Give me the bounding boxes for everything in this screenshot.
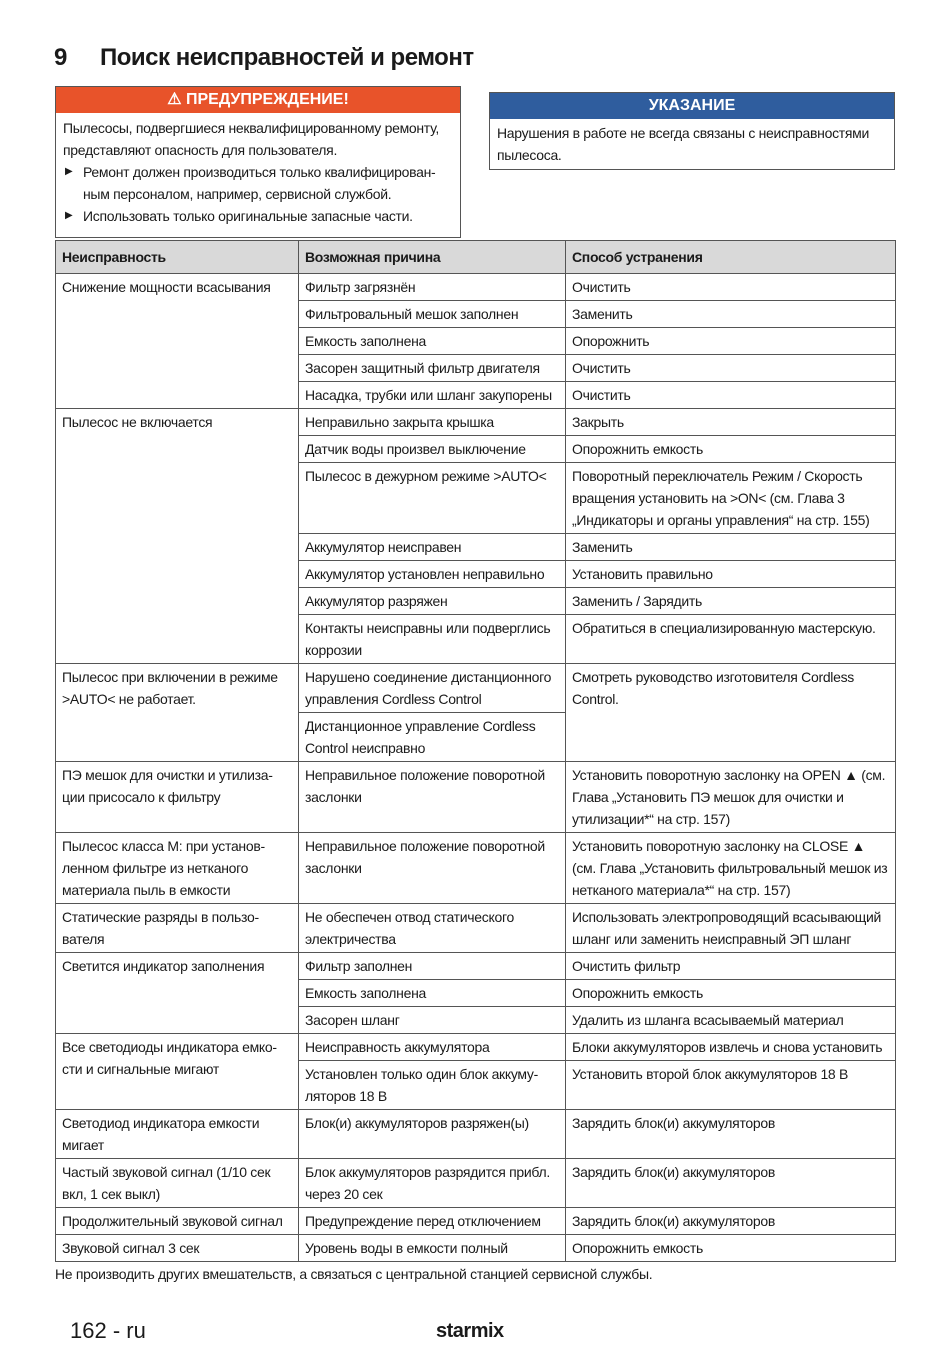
cause-cell: Емкость заполнена — [299, 328, 566, 355]
section-number: 9 — [54, 44, 67, 71]
header-remedy: Способ устранения — [566, 241, 896, 274]
remedy-cell: Блоки аккумуляторов извлечь и снова установить — [566, 1034, 896, 1061]
remedy-cell: Очистить — [566, 274, 896, 301]
remedy-cell: Обратиться в специализированную мастерскую. — [566, 615, 896, 664]
table-row — [56, 762, 896, 833]
cause-cell: Засорен шланг — [299, 1007, 566, 1034]
remedy-cell: Заменить — [566, 534, 896, 561]
remedy-cell: Опорожнить емкость — [566, 1235, 896, 1262]
table-row — [56, 1034, 896, 1061]
cause-cell: Неисправность аккумулятора — [299, 1034, 566, 1061]
cause-cell: Аккумулятор разряжен — [299, 588, 566, 615]
remedy-cell: Очистить фильтр — [566, 953, 896, 980]
cause-cell: Неправильное положение поворотной заслонки — [299, 833, 566, 904]
remedy-cell: Зарядить блок(и) аккумуляторов — [566, 1110, 896, 1159]
remedy-cell: Заменить — [566, 301, 896, 328]
remedy-cell: Очистить — [566, 355, 896, 382]
table-row — [56, 1110, 896, 1159]
troubleshooting-table — [55, 240, 896, 1262]
fault-cell: Продолжительный звуковой сигнал — [56, 1208, 299, 1235]
cause-cell: Аккумулятор неисправен — [299, 534, 566, 561]
cause-cell: Блок аккумуляторов разрядится прибл. через 20 сек — [299, 1159, 566, 1208]
fault-cell: Пылесос при включении в режиме >AUTO< не работает. — [56, 664, 299, 762]
fault-cell: ПЭ мешок для очистки и утилиза-ции присосало к фильтру — [56, 762, 299, 833]
warning-bullet-text: Ремонт должен производиться только квалифицирован-ным персоналом, например, сервисной службой. — [83, 164, 436, 202]
table-header-row — [56, 241, 896, 274]
table-row — [56, 953, 896, 980]
fault-cell: Снижение мощности всасывания — [56, 274, 299, 409]
cause-cell: Емкость заполнена — [299, 980, 566, 1007]
remedy-cell: Закрыть — [566, 409, 896, 436]
fault-cell: Светится индикатор заполнения — [56, 953, 299, 1034]
cause-cell: Не обеспечен отвод статического электричества — [299, 904, 566, 953]
cause-cell: Засорен защитный фильтр двигателя — [299, 355, 566, 382]
fault-cell: Светодиод индикатора емкости мигает — [56, 1110, 299, 1159]
table-row — [56, 1208, 896, 1235]
cause-cell: Блок(и) аккумуляторов разряжен(ы) — [299, 1110, 566, 1159]
remedy-cell: Зарядить блок(и) аккумуляторов — [566, 1208, 896, 1235]
remedy-cell: Использовать электропроводящий всасывающий шланг или заменить неисправный ЭП шланг — [566, 904, 896, 953]
remedy-cell: Опорожнить емкость — [566, 980, 896, 1007]
note-title: УКАЗАНИЕ — [490, 93, 894, 119]
bullet-arrow-icon: ▶ — [65, 166, 73, 177]
brand-logo: starmix — [436, 1320, 504, 1342]
remedy-cell: Установить поворотную заслонку на OPEN ▲ (см. Глава „Установить ПЭ мешок для очистки и утилизации*“ на стр. 157) — [566, 762, 896, 833]
section-title: Поиск неисправностей и ремонт — [100, 44, 474, 71]
warning-bullet — [63, 161, 454, 205]
cause-cell: Контакты неисправны или подверглись коррозии — [299, 615, 566, 664]
remedy-cell: Очистить — [566, 382, 896, 409]
fault-cell: Частый звуковой сигнал (1/10 сек вкл, 1 сек выкл) — [56, 1159, 299, 1208]
fault-cell: Пылесос класса M: при установ-ленном фильтре из нетканого материала пыль в емкости — [56, 833, 299, 904]
warning-bullet — [63, 205, 454, 227]
cause-cell: Фильтр заполнен — [299, 953, 566, 980]
cause-cell: Уровень воды в емкости полный — [299, 1235, 566, 1262]
cause-cell: Предупреждение перед отключением — [299, 1208, 566, 1235]
cause-cell: Датчик воды произвел выключение — [299, 436, 566, 463]
cause-cell: Нарушено соединение дистанционного управления Cordless Control — [299, 664, 566, 713]
fault-cell: Звуковой сигнал 3 сек — [56, 1235, 299, 1262]
section-heading — [54, 44, 474, 72]
cause-cell: Неправильно закрыта крышка — [299, 409, 566, 436]
cause-cell: Неправильное положение поворотной заслонки — [299, 762, 566, 833]
fault-cell: Все светодиоды индикатора емко-сти и сигнальные мигают — [56, 1034, 299, 1110]
remedy-cell: Установить правильно — [566, 561, 896, 588]
note-text: Нарушения в работе не всегда связаны с неисправностями пылесоса. — [497, 125, 870, 163]
note-box — [489, 92, 895, 170]
warning-text: Пылесосы, подвергшиеся неквалифицированному ремонту, представляют опасность для пользователя. — [63, 120, 439, 158]
warning-box — [55, 86, 461, 238]
page-number: 162 - ru — [70, 1318, 146, 1343]
cause-cell: Фильтровальный мешок заполнен — [299, 301, 566, 328]
remedy-cell: Смотреть руководство изготовителя Cordless Control. — [566, 664, 896, 762]
table-row — [56, 904, 896, 953]
footer-note: Не производить других вмешательств, а связаться с центральной станцией сервисной службы. — [55, 1266, 653, 1282]
remedy-cell: Зарядить блок(и) аккумуляторов — [566, 1159, 896, 1208]
warning-bullet-text: Использовать только оригинальные запасные части. — [83, 208, 413, 224]
remedy-cell: Установить поворотную заслонку на CLOSE ▲ (см. Глава „Установить фильтровальный мешок из нетканого материала*“ на стр. 157) — [566, 833, 896, 904]
cause-cell: Аккумулятор установлен неправильно — [299, 561, 566, 588]
header-cause: Возможная причина — [299, 241, 566, 274]
remedy-cell: Опорожнить — [566, 328, 896, 355]
remedy-cell: Поворотный переключатель Режим / Скорость вращения установить на >ON< (см. Глава 3 „Индикаторы и органы управления“ на стр. 155) — [566, 463, 896, 534]
table-row — [56, 1235, 896, 1262]
table-row — [56, 409, 896, 436]
table-row — [56, 1159, 896, 1208]
remedy-cell: Удалить из шланга всасываемый материал — [566, 1007, 896, 1034]
table-row — [56, 274, 896, 301]
cause-cell: Дистанционное управление Cordless Control неисправно — [299, 713, 566, 762]
cause-cell: Пылесос в дежурном режиме >AUTO< — [299, 463, 566, 534]
warning-title: ⚠ ПРЕДУПРЕЖДЕНИЕ! — [56, 87, 460, 113]
table-row — [56, 664, 896, 713]
cause-cell: Установлен только один блок аккуму-ляторов 18 В — [299, 1061, 566, 1110]
cause-cell: Фильтр загрязнён — [299, 274, 566, 301]
table-row — [56, 833, 896, 904]
bullet-arrow-icon: ▶ — [65, 210, 73, 221]
cause-cell: Насадка, трубки или шланг закупорены — [299, 382, 566, 409]
header-fault: Неисправность — [56, 241, 299, 274]
remedy-cell: Опорожнить емкость — [566, 436, 896, 463]
remedy-cell: Заменить / Зарядить — [566, 588, 896, 615]
fault-cell: Статические разряды в пользо-вателя — [56, 904, 299, 953]
remedy-cell: Установить второй блок аккумуляторов 18 В — [566, 1061, 896, 1110]
fault-cell: Пылесос не включается — [56, 409, 299, 664]
